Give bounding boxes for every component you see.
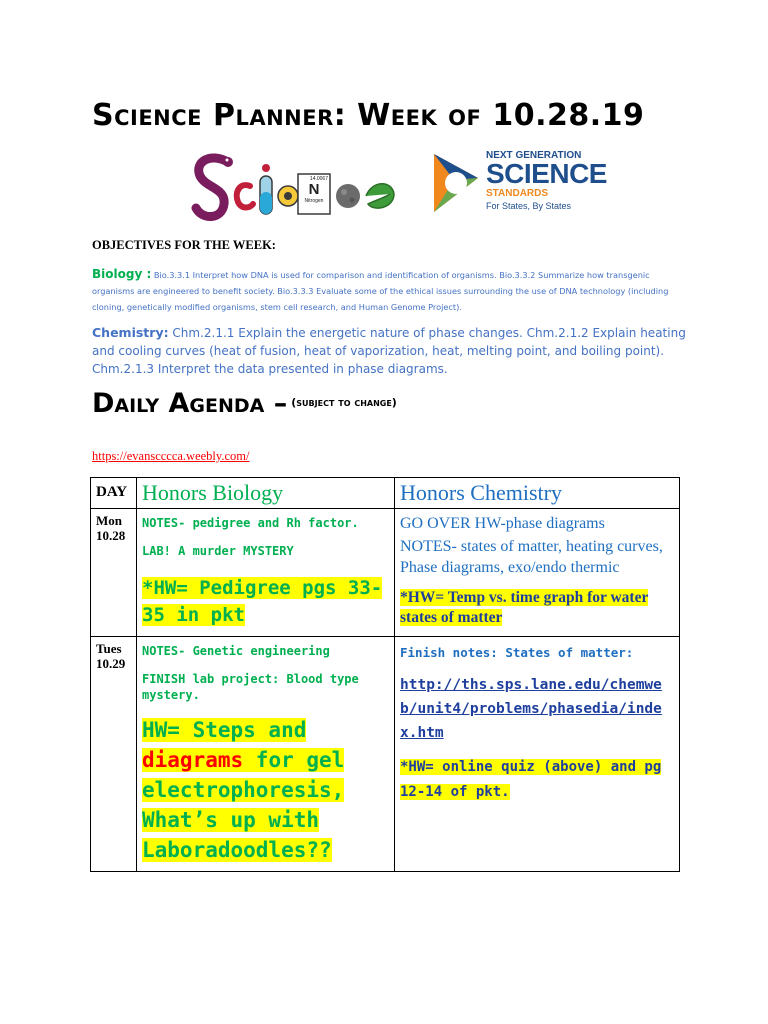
chemistry-objective-text: Chm.2.1.1 Explain the energetic nature of phase changes. Chm.2.1.2 Explain heating and cooling curves (heat of fusion, heat of vaporization, heat, melting point, and boiling point). Chm.2.1.3 Interpret the data presented in phase diagrams. — [92, 326, 686, 376]
day-label: Tues — [96, 641, 122, 656]
biology-cell-tuesday — [137, 637, 395, 872]
bio-homework-text-a: HW= Steps and — [142, 718, 307, 742]
ngss-science-text: SCIENCE — [486, 158, 607, 189]
element-number: 14.0067 — [309, 176, 328, 182]
day-cell-tuesday — [91, 637, 137, 872]
ngss-logo — [428, 144, 607, 224]
day-date: 10.29 — [96, 656, 126, 671]
bio-homework — [142, 715, 389, 865]
page-title: Science Planner: Week of 10.28.19 — [92, 98, 645, 133]
header-chemistry: Honors Chemistry — [395, 478, 680, 509]
chem-note: GO OVER HW-phase diagrams — [400, 515, 605, 532]
chemistry-label: Chemistry: — [92, 325, 169, 340]
chem-homework-text: *HW= online quiz (above) and pg 12-14 of pkt. — [400, 759, 662, 800]
chem-homework — [400, 755, 674, 805]
agenda-note: (subject to change) — [291, 396, 397, 409]
chemistry-cell-monday — [395, 509, 680, 637]
table-row-tuesday — [91, 637, 680, 872]
biology-objective-text: Bio.3.3.1 Interpret how DNA is used for comparison and identification of organisms. Bio.3.3.2 Summarize how transgenic organisms are engineered to benefit society. Bio.3.3.3 Evaluate some of the ethical issues surrounding the use of DNA technology (including cloning, genetically modified organisms, stem cell research, and Human Genome Project). — [92, 270, 669, 312]
bio-note: NOTES- Genetic engineering — [142, 644, 330, 658]
agenda-title-text: Daily Agenda – — [92, 388, 288, 419]
bio-homework-text-b: for gel electrophoresis, What’s up with Laboradoodles?? — [142, 748, 345, 862]
ngss-triangle-icon — [428, 148, 484, 218]
header-day: DAY — [91, 478, 137, 509]
objectives-heading: OBJECTIVES FOR THE WEEK: — [92, 238, 276, 252]
science-logo-art — [190, 148, 396, 226]
bio-lab: FINISH lab project: Blood type mystery. — [142, 672, 359, 702]
biology-cell-monday — [137, 509, 395, 637]
header-biology: Honors Biology — [137, 478, 395, 509]
phase-diagram-link[interactable]: http://ths.sps.lane.edu/chemweb/unit4/problems/phasedia/index.htm — [400, 677, 662, 741]
day-label: Mon — [96, 513, 122, 528]
bio-note: NOTES- pedigree and Rh factor. — [142, 516, 359, 530]
element-symbol: N — [308, 181, 320, 198]
ngss-tagline: For States, By States — [486, 201, 572, 211]
website-link[interactable]: https://evanscccca.weebly.com/ — [92, 449, 250, 463]
bio-homework-red: diagrams — [142, 748, 244, 772]
table-row-monday — [91, 509, 680, 637]
biology-label: Biology : — [92, 267, 152, 281]
chem-notes: NOTES- states of matter, heating curves, Phase diagrams, exo/endo thermic — [400, 538, 663, 576]
chem-homework — [400, 588, 674, 628]
chemistry-cell-tuesday — [395, 637, 680, 872]
table-header-row — [91, 478, 680, 509]
element-name: Nitrogen — [304, 198, 324, 204]
bio-homework — [142, 575, 389, 629]
chemistry-objective — [92, 324, 687, 378]
science-logo — [190, 148, 396, 226]
chem-homework-text: *HW= Temp vs. time graph for water states of matter — [400, 589, 649, 626]
day-date: 10.28 — [96, 528, 126, 543]
chem-note: Finish notes: States of matter: — [400, 645, 634, 660]
ngss-standards-text: STANDARDS — [486, 188, 549, 199]
agenda-table — [90, 477, 680, 872]
bio-homework-text: *HW= Pedigree pgs 33-35 in pkt — [142, 577, 383, 626]
ngss-top-text: NEXT GENERATION — [486, 150, 582, 161]
bio-lab: LAB! A murder MYSTERY — [142, 544, 294, 558]
biology-objective — [92, 266, 682, 315]
daily-agenda-title — [92, 388, 397, 419]
day-cell-monday — [91, 509, 137, 637]
